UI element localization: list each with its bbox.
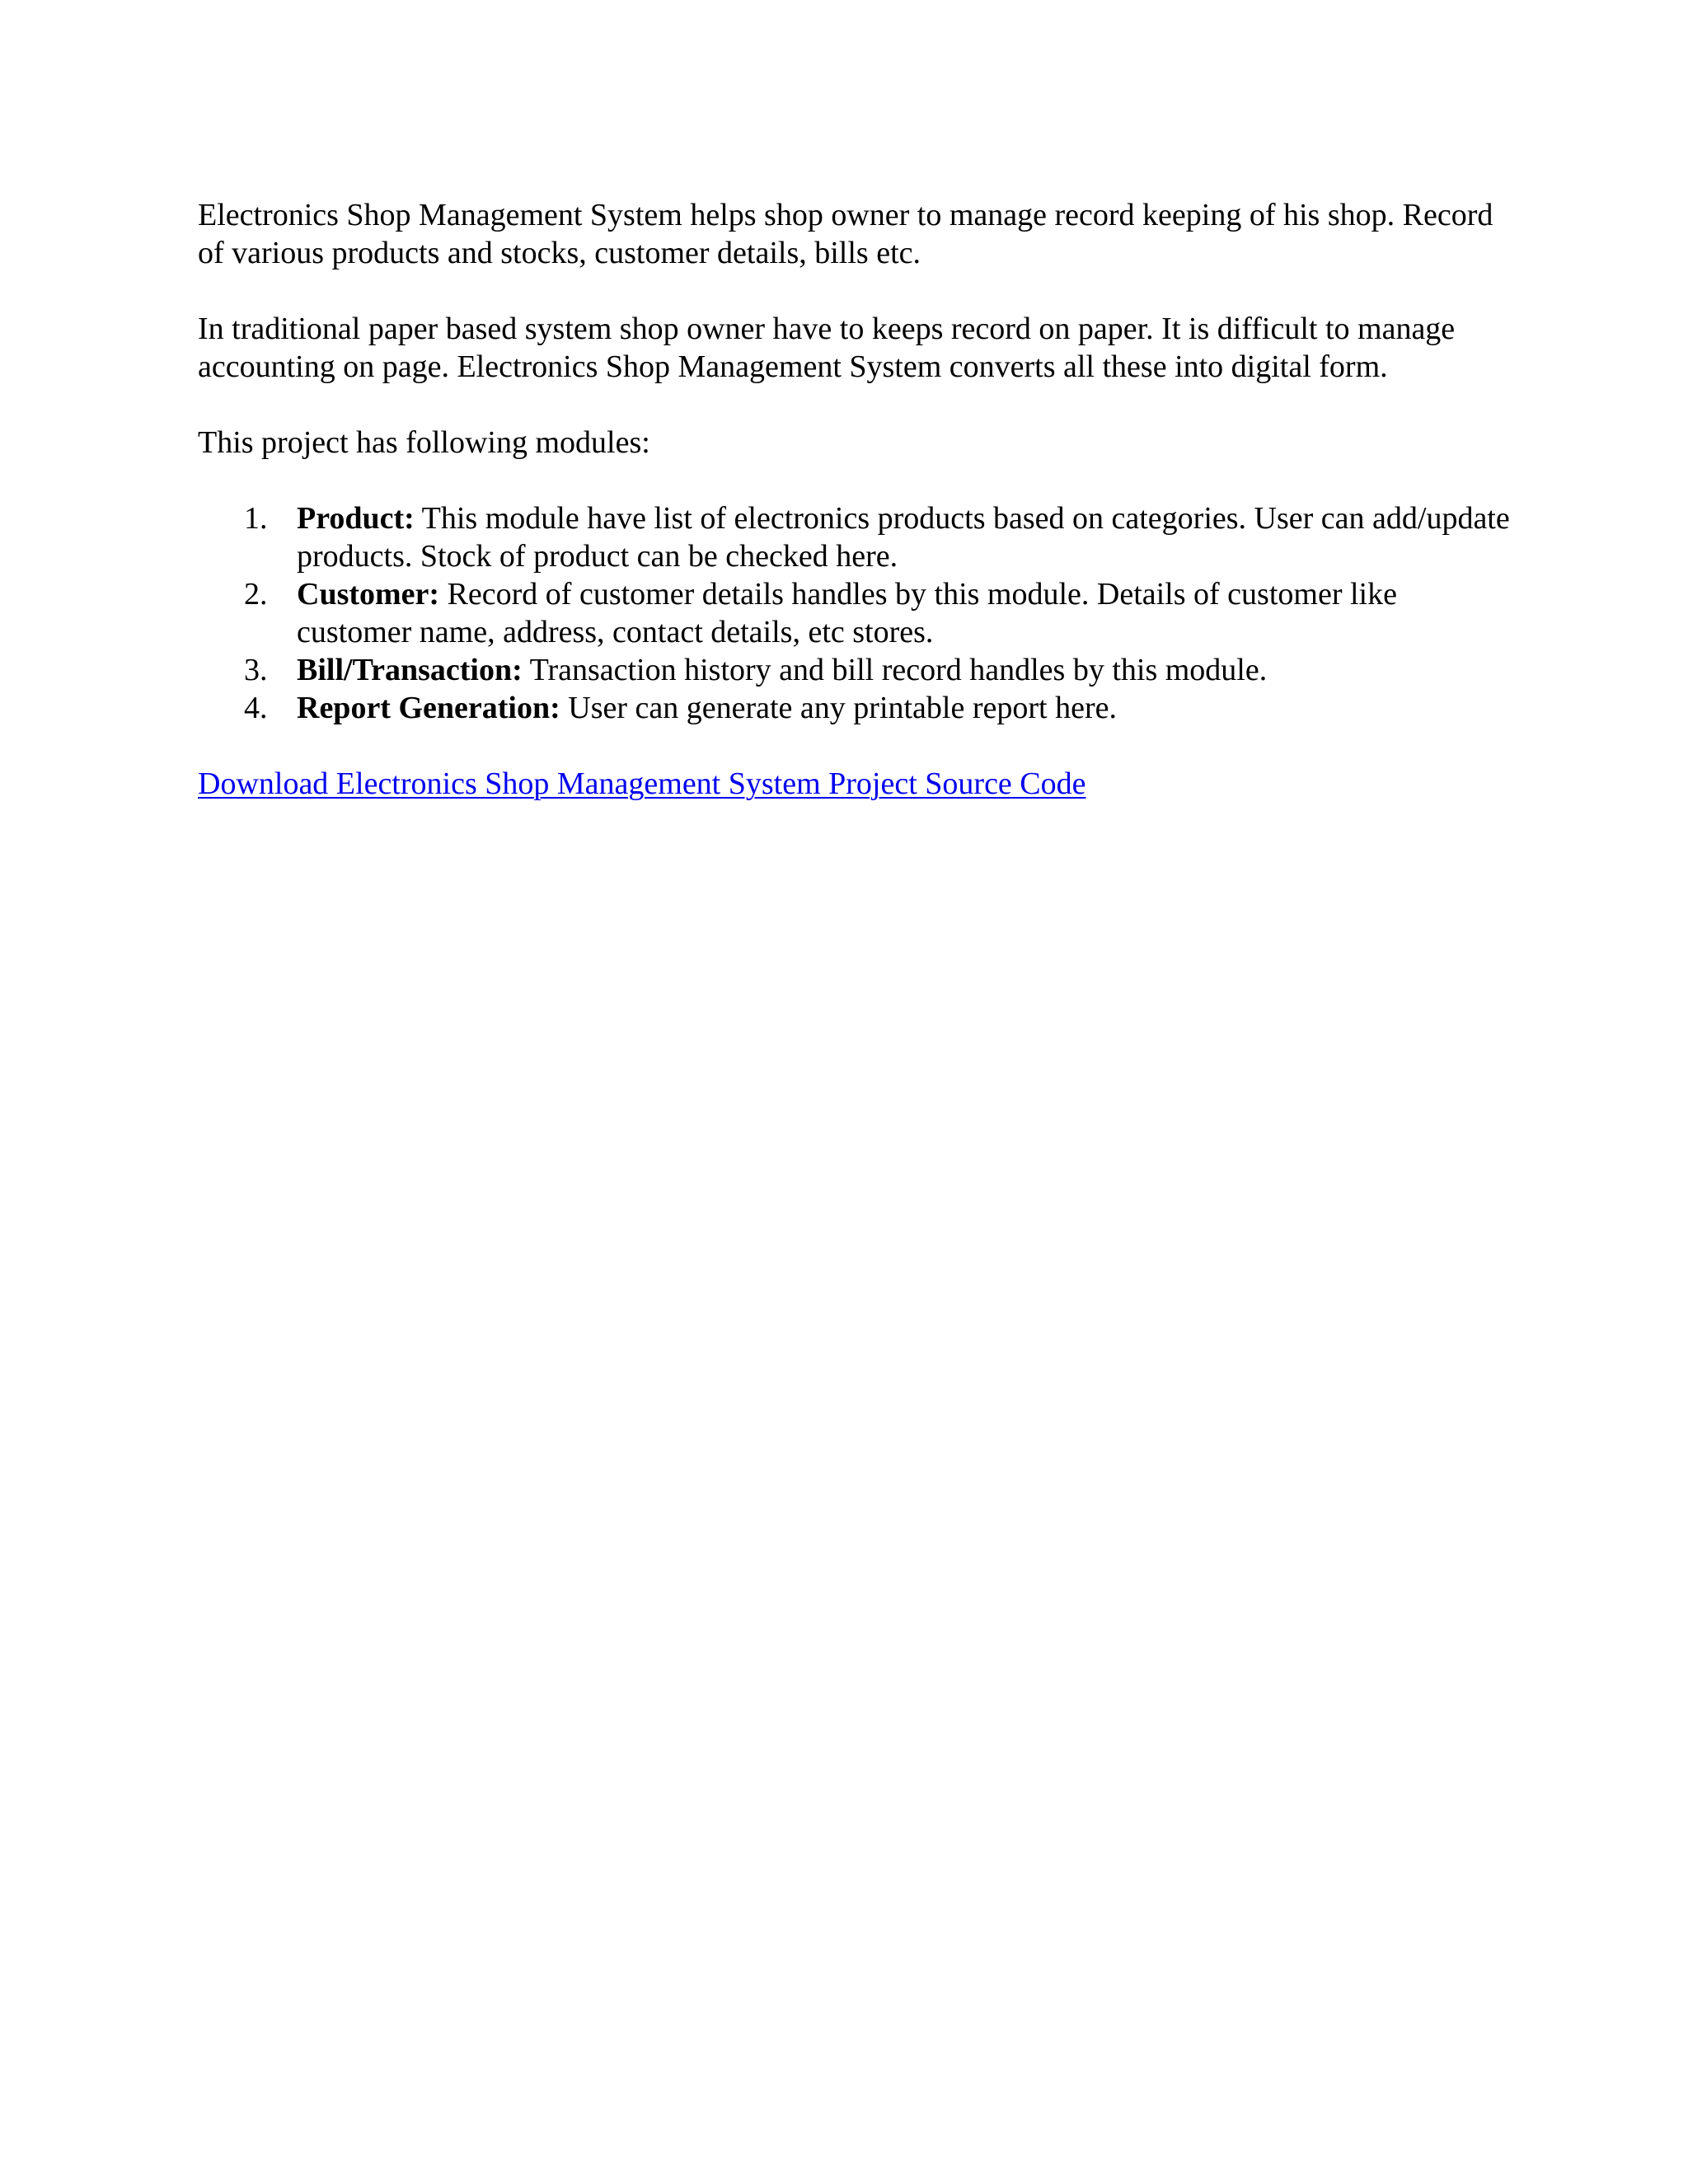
module-title: Product: bbox=[297, 501, 415, 536]
module-title: Bill/Transaction: bbox=[297, 653, 523, 687]
list-item-number: 3. bbox=[244, 653, 268, 687]
list-item-number: 1. bbox=[244, 501, 268, 536]
modules-heading-paragraph: This project has following modules: bbox=[198, 425, 650, 460]
list-item-customer bbox=[198, 575, 1517, 651]
modules-list bbox=[198, 499, 1517, 727]
download-paragraph bbox=[198, 765, 1517, 803]
module-title: Customer: bbox=[297, 577, 440, 612]
list-item-bill-transaction bbox=[198, 651, 1517, 689]
module-description: Record of customer details handles by this module. Details of customer like customer name, address, contact details, etc stores. bbox=[297, 577, 1397, 649]
intro-paragraph-1: Electronics Shop Management System helps shop owner to manage record keeping of his shop. Record of various products and stocks, customer details, bills etc. bbox=[198, 198, 1493, 270]
list-item-number: 4. bbox=[244, 691, 268, 725]
download-source-code-link[interactable]: Download Electronics Shop Management System Project Source Code bbox=[198, 766, 1086, 801]
document-page bbox=[198, 196, 1517, 841]
list-item-report-generation bbox=[198, 689, 1517, 727]
list-item-number: 2. bbox=[244, 577, 268, 612]
module-description: User can generate any printable report here. bbox=[560, 691, 1117, 725]
list-item-product bbox=[198, 499, 1517, 575]
module-description: This module have list of electronics products based on categories. User can add/update products. Stock of product can be checked here. bbox=[297, 501, 1510, 574]
module-title: Report Generation: bbox=[297, 691, 560, 725]
intro-paragraph-2: In traditional paper based system shop owner have to keeps record on paper. It is difficult to manage accounting on page. Electronics Shop Management System converts all these into digital form. bbox=[198, 312, 1456, 384]
module-description: Transaction history and bill record handles by this module. bbox=[522, 653, 1268, 687]
